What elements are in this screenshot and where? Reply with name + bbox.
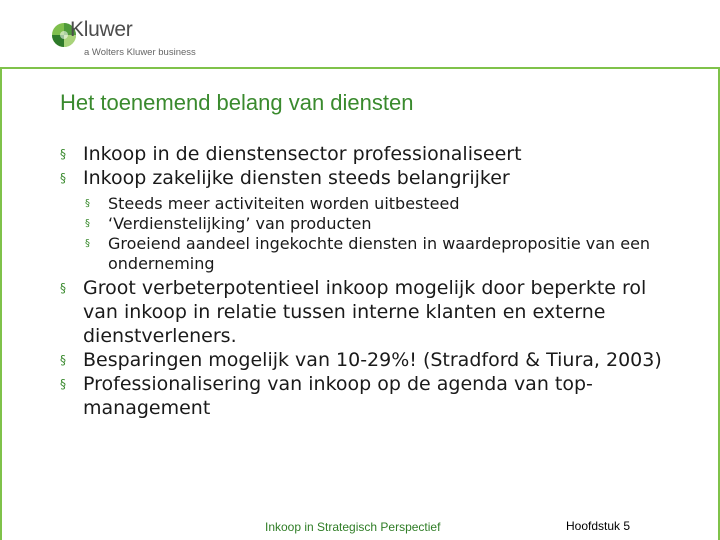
sub-bullet-list [85,194,680,274]
bullet-marker-icon: § [60,281,66,295]
bullet-text: Besparingen mogelijk van 10-29%! (Stradford & Tiura, 2003) [83,349,662,371]
sub-bullet-item [85,234,680,274]
logo-wordmark: Kluwer [70,18,133,41]
bullet-marker-icon: § [60,171,66,185]
bullet-text: Inkoop in de dienstensector professionaliseert [83,143,522,165]
bullet-marker-icon: § [60,147,66,161]
bullet-item [60,142,680,166]
sub-bullet-text: Groeiend aandeel ingekochte diensten in waardepropositie van een onderneming [108,234,651,273]
slide-title: Het toenemend belang van diensten [60,90,414,115]
bullet-item [60,348,680,372]
bullet-marker-icon: § [60,377,66,391]
header [0,0,720,62]
bullet-marker-icon: § [85,218,90,229]
sub-bullet-item [85,194,680,214]
bullet-marker-icon: § [85,238,90,249]
sub-bullet-text: Steeds meer activiteiten worden uitbesteed [108,194,460,213]
footer-title: Inkoop in Strategisch Perspectief [265,520,441,534]
bullet-text: Groot verbeterpotentieel inkoop mogelijk door beperkte rol van inkoop in relatie tussen interne klanten en externe dienstverleners. [83,277,647,347]
bullet-marker-icon: § [60,353,66,367]
logo-tagline: a Wolters Kluwer business [84,47,196,58]
bullet-list [60,142,680,420]
footer-chapter: Hoofdstuk 5 [566,519,631,533]
sub-bullet-item [85,214,680,234]
bullet-item [60,166,680,190]
bullet-item [60,276,680,348]
sub-bullet-text: ‘Verdienstelijking’ van producten [108,214,372,233]
bullet-marker-icon: § [85,198,90,209]
bullet-text: Professionalisering van inkoop op de agenda van top-management [83,373,593,419]
bullet-text: Inkoop zakelijke diensten steeds belangrijker [83,167,510,189]
bullet-item [60,372,680,420]
